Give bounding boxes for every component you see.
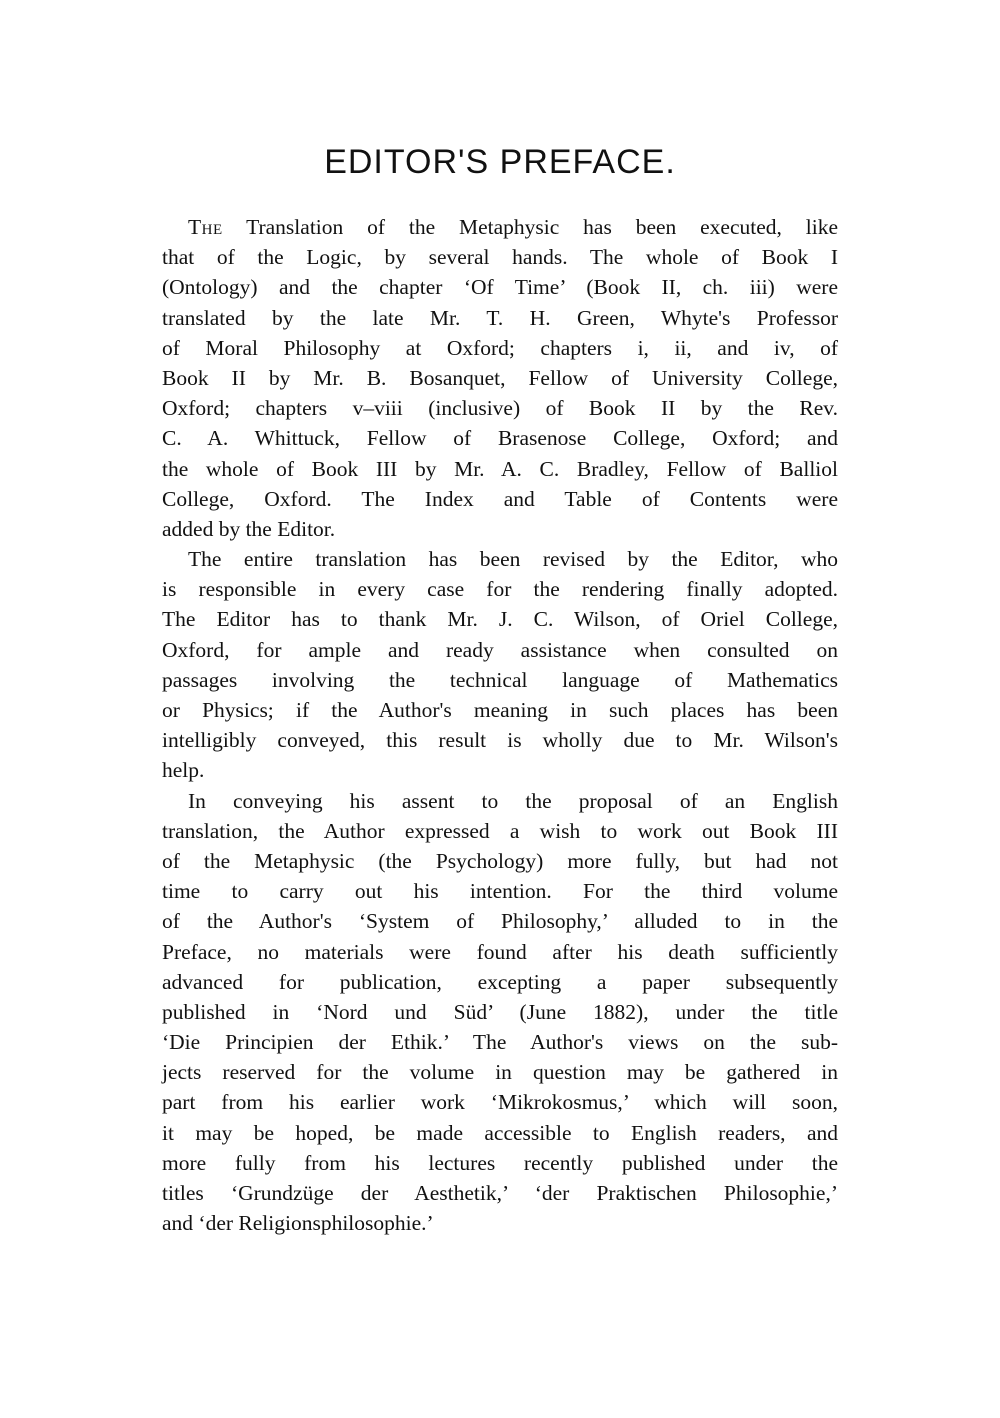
text-line: College, Oxford. The Index and Table of Contents were xyxy=(162,486,838,511)
text-line: part from his earlier work ‘Mikrokosmus,’ which will soon, xyxy=(162,1090,838,1115)
text-line: or Physics; if the Author's meaning in such places has been xyxy=(162,698,838,722)
text-line: of Moral Philosophy at Oxford; chapters i, ii, and iv, of xyxy=(162,335,838,360)
text-line: of the Author's ‘System of Philosophy,’ alluded to in the xyxy=(162,909,838,934)
preface-body xyxy=(162,212,838,1238)
text-line: help. xyxy=(162,758,205,783)
text-line: Oxford; chapters v–viii (inclusive) of Book II by the Rev. xyxy=(162,396,838,421)
text-line: The Translation of the Metaphysic has been executed, like xyxy=(188,215,838,239)
text-line: advanced for publication, excepting a paper subsequently xyxy=(162,969,838,994)
text-line: translation, the Author expressed a wish to work out Book III xyxy=(162,818,838,843)
paragraph-2 xyxy=(162,544,838,786)
text-line: (Ontology) and the chapter ‘Of Time’ (Book II, ch. iii) were xyxy=(162,275,838,300)
text-line: more fully from his lectures recently published under the xyxy=(162,1150,838,1175)
text-line: added by the Editor. xyxy=(162,516,336,541)
text-line: titles ‘Grundzüge der Aesthetik,’ ‘der Praktischen Philosophie,’ xyxy=(162,1181,838,1205)
text-line: time to carry out his intention. For the third volume xyxy=(162,879,838,904)
paragraph-3 xyxy=(162,786,838,1239)
text-line: translated by the late Mr. T. H. Green, Whyte's Professor xyxy=(162,305,838,330)
text-line: The Editor has to thank Mr. J. C. Wilson, of Oriel College, xyxy=(162,607,838,632)
paragraph-1 xyxy=(162,212,838,544)
page-title: EDITOR'S PREFACE. xyxy=(324,143,676,181)
text-line: jects reserved for the volume in question may be gathered in xyxy=(162,1060,838,1085)
text-line: and ‘der Religionsphilosophie.’ xyxy=(162,1211,434,1236)
text-line: that of the Logic, by several hands. The whole of Book I xyxy=(162,245,838,270)
text-line: of the Metaphysic (the Psychology) more fully, but had not xyxy=(162,848,838,873)
text-line: Preface, no materials were found after his death sufficiently xyxy=(162,939,838,964)
text-line: In conveying his assent to the proposal of an English xyxy=(188,788,838,813)
text-line: intelligibly conveyed, this result is wholly due to Mr. Wilson's xyxy=(162,728,838,753)
text-line: it may be hoped, be made accessible to English readers, and xyxy=(162,1120,838,1145)
text-line: the whole of Book III by Mr. A. C. Bradley, Fellow of Balliol xyxy=(162,456,838,481)
text-line: C. A. Whittuck, Fellow of Brasenose College, Oxford; and xyxy=(162,426,838,451)
text-line: Oxford, for ample and ready assistance when consulted on xyxy=(162,637,838,662)
text-line: passages involving the technical language of Mathematics xyxy=(162,667,838,692)
text-line: ‘Die Principien der Ethik.’ The Author's views on the sub- xyxy=(162,1030,838,1055)
text-line: The entire translation has been revised by the Editor, who xyxy=(188,547,838,572)
text-line: Book II by Mr. B. Bosanquet, Fellow of University College, xyxy=(162,365,838,390)
text-line: published in ‘Nord und Süd’ (June 1882), under the title xyxy=(162,999,838,1024)
lead-word: The xyxy=(188,215,223,239)
text-line: is responsible in every case for the rendering finally adopted. xyxy=(162,577,838,602)
